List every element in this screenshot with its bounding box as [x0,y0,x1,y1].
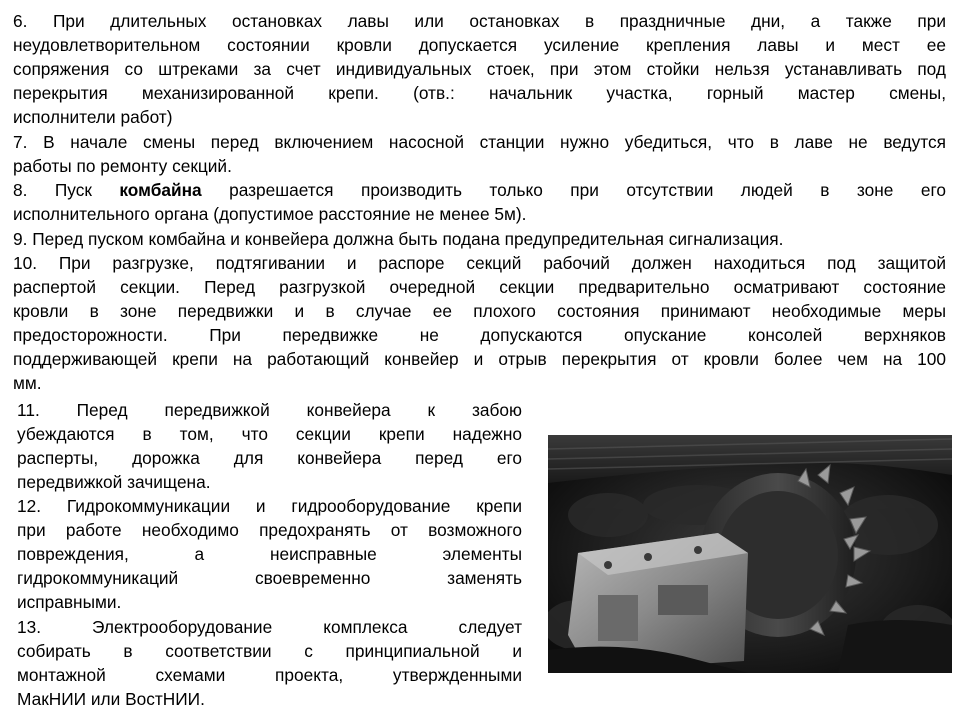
p12-line-2: при работе необходимо предохранять от возможного [17,520,522,540]
shearer-drum-illustration [548,435,952,673]
p13-line-2: собирать в соответствии с принципиальной и [17,641,522,661]
p12-line-4: гидрокоммуникаций своевременно заменять [17,568,522,588]
p12-line-5: исправными. [17,592,122,612]
p11-line-3: расперты, дорожка для конвейера перед его [17,448,522,468]
p13-line-4: МакНИИ или ВостНИИ. [17,689,205,709]
p11-line-2: убеждаются в том, что секции крепи надежно [17,424,522,444]
p7-line-1: 7. В начале смены перед включением насосной станции нужно убедиться, что в лаве не ведутся [13,132,946,152]
p11-line-4: передвижкой зачищена. [17,472,211,492]
p10-line-2: распертой секции. Перед разгрузкой очередной секции предварительно осматривают состояние [13,277,946,297]
p11-line-1: 11. Перед передвижкой конвейера к забою [17,400,522,420]
p8-line-1 [13,178,946,202]
p8-pre: 8. Пуск [13,180,120,200]
p6-line-2: неудовлетворительном состоянии кровли допускается усиление крепления лавы и мест ее [13,35,946,55]
p10-line-4: предосторожности. При передвижке не допускаются опускание консолей верхняков [13,325,946,345]
p8-post: разрешается производить только при отсутствии людей в зоне его [201,180,946,200]
p6-line-5: исполнители работ) [13,107,173,127]
shearer-drum-photo [548,435,952,673]
p13-line-3: монтажной схемами проекта, утвержденными [17,665,522,685]
p12-line-1: 12. Гидрокоммуникации и гидрооборудование крепи [17,496,522,516]
p6-line-4: перекрытия механизированной крепи. (отв.: начальник участка, горный мастер смены, [13,83,946,103]
p9-line-1: 9. Перед пуском комбайна и конвейера должна быть подана предупредительная сигнализация. [13,229,784,249]
p10-line-1: 10. При разгрузке, подтягивании и распоре секций рабочий должен находиться под защитой [13,253,946,273]
p8-line-2: исполнительного органа (допустимое расстояние не менее 5м). [13,204,527,224]
p6-line-3: сопряжения со штреками за счет индивидуальных стоек, при этом стойки нельзя устанавливать под [13,59,946,79]
p8-bold-kombain: комбайна [119,180,202,200]
p10-line-6: мм. [13,373,42,393]
p6-line-1: 6. При длительных остановках лавы или остановках в праздничные дни, а также при [13,11,946,31]
p10-line-5: поддерживающей крепи на работающий конвейер и отрыв перекрытия от кровли более чем на 100 [13,349,946,369]
p7-line-2: работы по ремонту секций. [13,156,232,176]
p10-line-3: кровли в зоне передвижки и в случае ее плохого состояния принимают необходимые меры [13,301,946,321]
p13-line-1: 13. Электрооборудование комплекса следует [17,617,522,637]
p12-line-3: повреждения, а неисправные элементы [17,544,522,564]
